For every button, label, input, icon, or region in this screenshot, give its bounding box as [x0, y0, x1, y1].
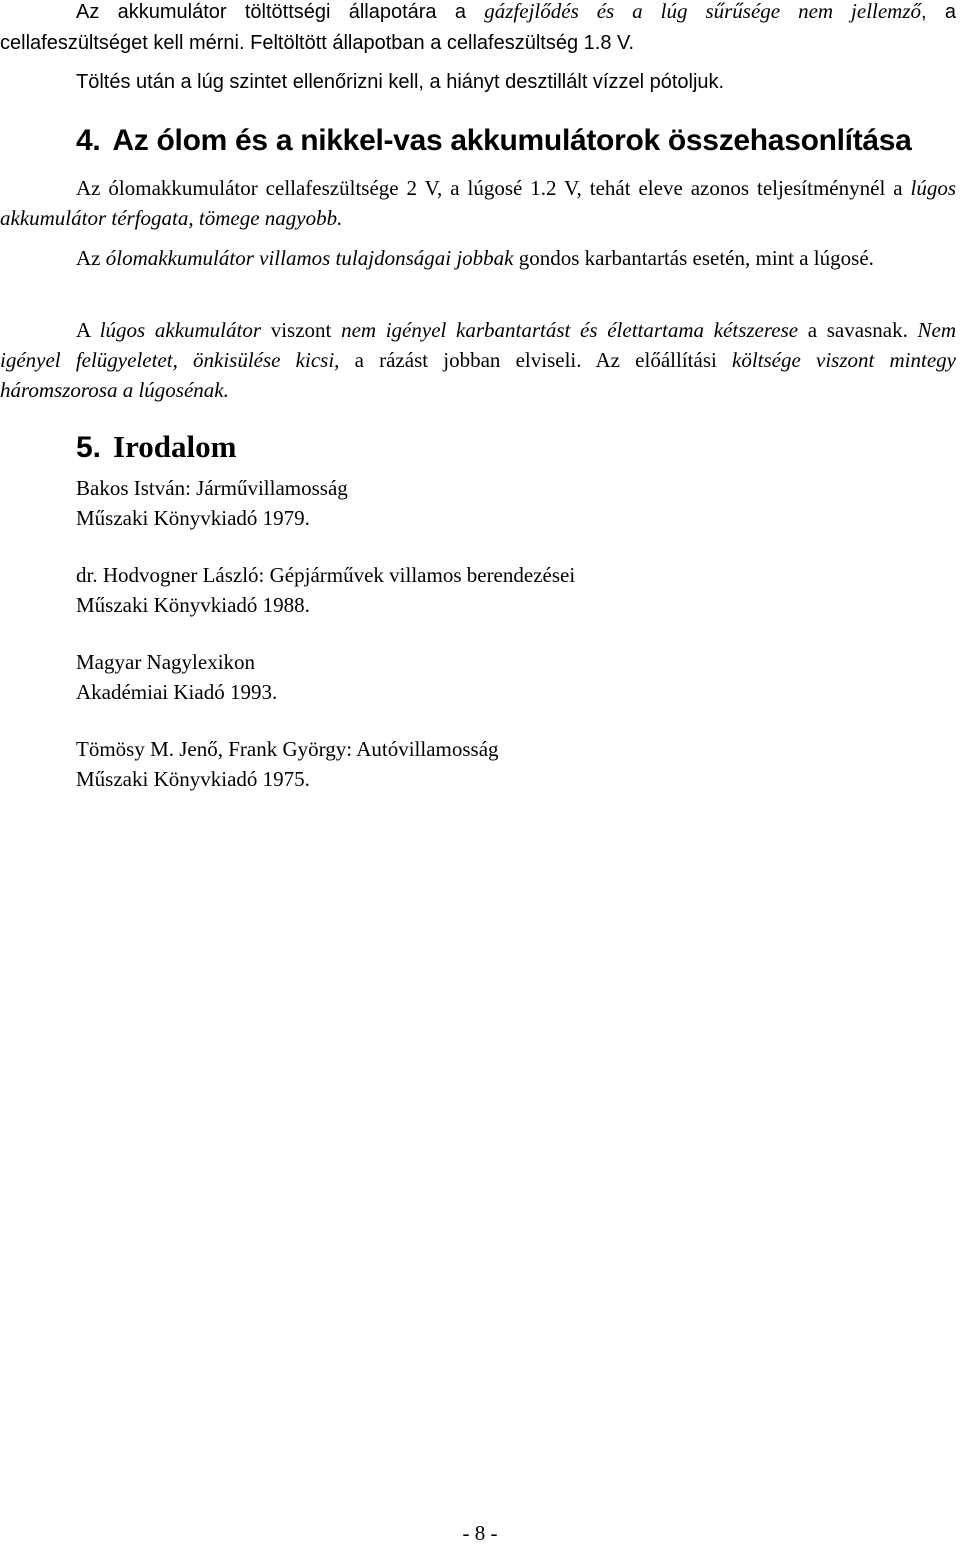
intro-paragraph-2 — [0, 66, 956, 97]
reference-publisher: Akadémiai Kiadó 1993. — [76, 680, 278, 704]
s4-p3-emphasis-1: lúgos akkumulátor — [99, 318, 262, 342]
section-5-number: 5. — [76, 431, 102, 464]
s4-p2-text-b: gondos karbantartás esetén, mint a lúgosé. — [513, 246, 874, 270]
intro-p1-emphasis: gázfejlődés és a lúg sűrűsége nem jellemző — [484, 0, 922, 23]
reference-publisher: Műszaki Könyvkiadó 1975. — [76, 767, 310, 791]
s4-p3-text-c: a savasnak. — [798, 318, 918, 342]
reference-publisher: Műszaki Könyvkiadó 1988. — [76, 593, 310, 617]
section-4-paragraph-3 — [0, 315, 956, 405]
s4-p2-text-a: Az — [76, 246, 106, 270]
s4-p2-emphasis: ólomakkumulátor villamos tulajdonságai jobbak — [105, 246, 514, 270]
s4-p3-emphasis-4: költsége viszont mintegy háromszorosa a lúgosénak. — [0, 348, 956, 402]
reference-author-title: Tömösy M. Jenő, Frank György: Autóvillamosság — [76, 737, 499, 761]
section-4-paragraph-2 — [0, 243, 956, 273]
s4-p3-emphasis-2: nem igényel karbantartást és élettartama kétszerese — [341, 318, 799, 342]
page-number: - 8 - — [462, 1521, 498, 1545]
intro-paragraph-1 — [0, 0, 956, 58]
reference-author-title: dr. Hodvogner László: Gépjárművek villamos berendezései — [76, 563, 576, 587]
section-4-title: Az ólom és a nikkel-vas akkumulátorok összehasonlítása — [112, 124, 912, 157]
section-4-heading — [76, 123, 912, 159]
intro-p1-text-a: Az akkumulátor töltöttségi állapotára a — [76, 1, 485, 23]
reference-author-title: Bakos István: Járművillamosság — [76, 476, 348, 500]
s4-p1-emphasis: lúgos akkumulátor térfogata, tömege nagyobb. — [0, 176, 956, 230]
s4-p3-text-b: viszont — [261, 318, 342, 342]
intro-p1-text-b: , a cellafeszültséget kell mérni. Feltöltött állapotban a cellafeszültség 1.8 V. — [0, 1, 956, 54]
section-4-number: 4. — [76, 124, 101, 157]
reference-publisher: Műszaki Könyvkiadó 1979. — [76, 506, 310, 530]
s4-p3-text-d: , a rázást jobban elviseli. Az előállítási — [334, 348, 733, 372]
section-4-paragraph-1 — [0, 173, 956, 233]
s4-p3-text-a: A — [76, 318, 100, 342]
intro-p2-text: Töltés után a lúg szintet ellenőrizni kell, a hiányt desztillált vízzel pótoljuk. — [76, 71, 725, 93]
section-5-title: Irodalom — [113, 429, 237, 464]
s4-p3-emphasis-3: Nem igényel felügyeletet, önkisülése kicsi — [0, 318, 956, 372]
section-5-heading — [76, 429, 236, 466]
reference-author-title: Magyar Nagylexikon — [76, 650, 256, 674]
s4-p1-text: Az ólomakkumulátor cellafeszültsége 2 V, a lúgosé 1.2 V, tehát eleve azonos teljesítménynél a — [76, 176, 911, 200]
